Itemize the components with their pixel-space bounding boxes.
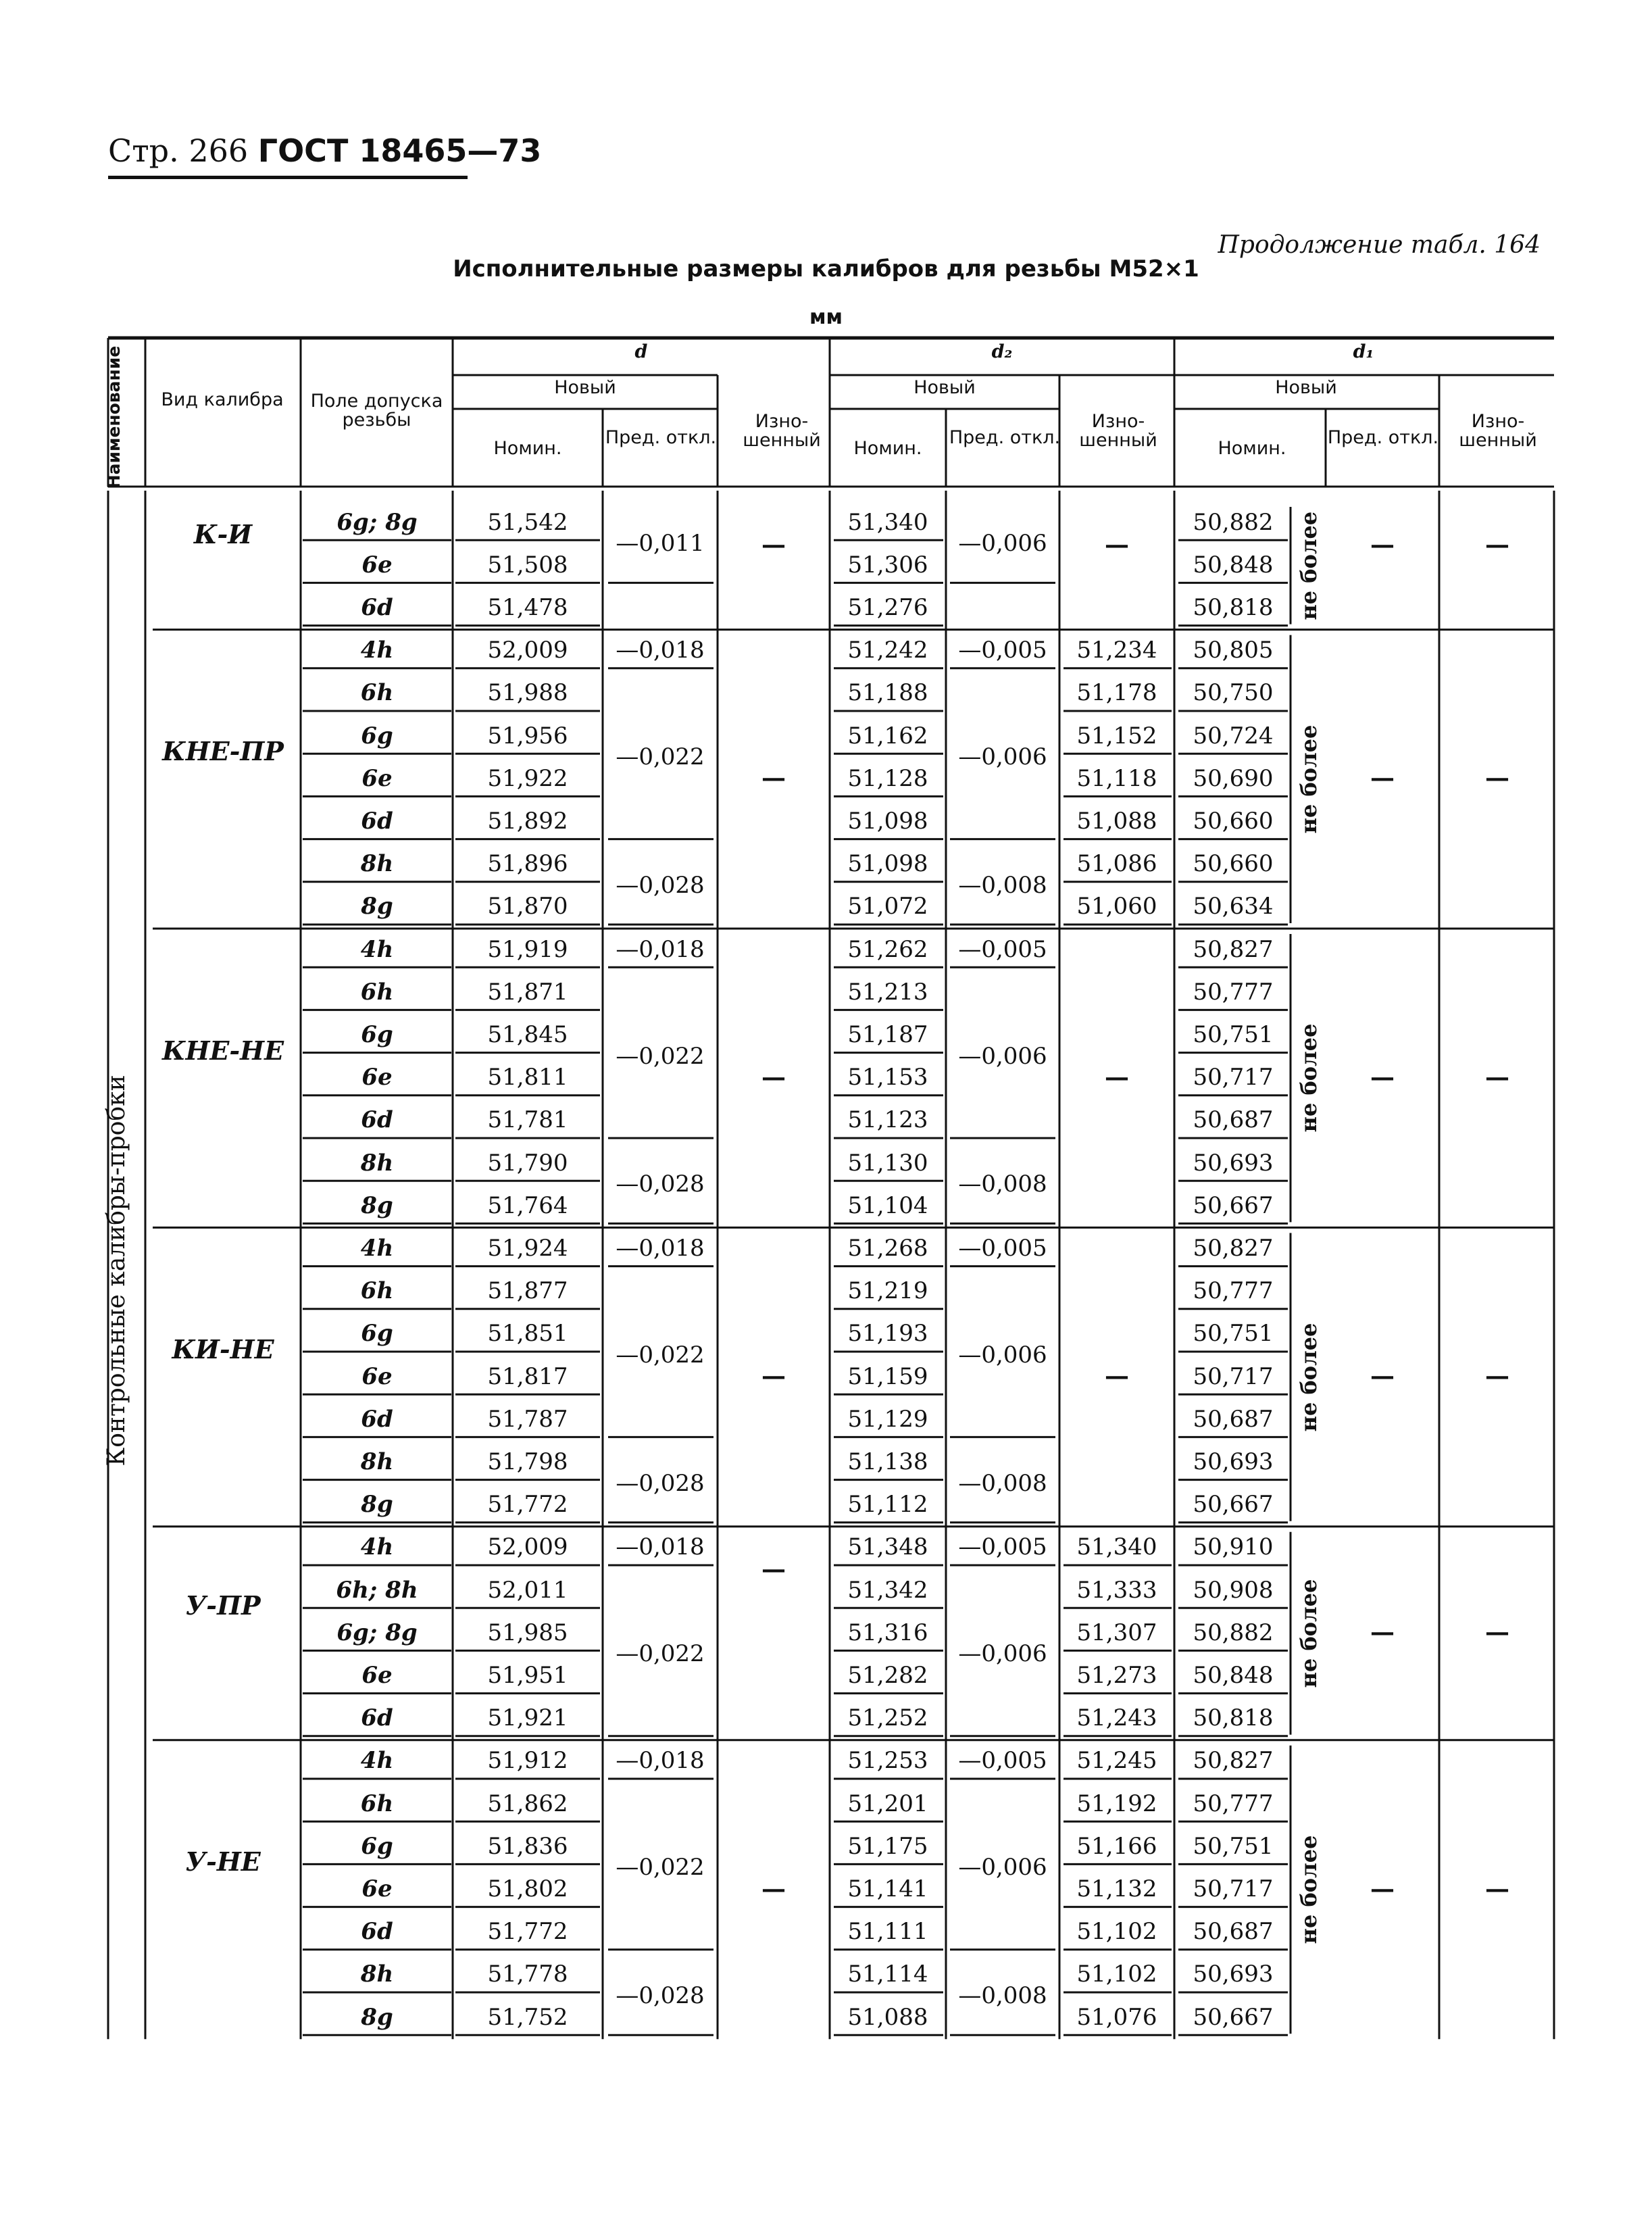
d1-nominal-cell: 50,660 <box>1193 850 1274 878</box>
d1-nominal-cell: 50,693 <box>1193 1448 1274 1475</box>
d1-nominal-cell: 50,667 <box>1193 1491 1274 1519</box>
name-column-header: Наименование <box>104 345 124 489</box>
d1-deviation-dash: — <box>1370 530 1395 559</box>
d-nominal-cell: 51,985 <box>487 1619 568 1646</box>
d1-header: d₁ <box>1353 341 1374 362</box>
d2-nominal-cell: 51,242 <box>847 637 928 664</box>
d1-nominal-cell: 50,751 <box>1193 1832 1274 1860</box>
d-nominal-cell: 51,896 <box>487 850 568 878</box>
d2-nominal-cell: 51,104 <box>847 1191 928 1219</box>
d2-header: d₂ <box>991 341 1013 362</box>
table-title: Исполнительные размеры калибров для резьбы M52×1 <box>453 255 1199 282</box>
d1-nominal-cell: 50,693 <box>1193 1961 1274 1988</box>
tolerance-field-cell: 6e <box>361 1064 393 1091</box>
tolerance-field-cell: 6h <box>360 978 394 1006</box>
continuation-note: Продолжение табл. 164 <box>1218 231 1541 259</box>
d1-nominal-cell: 50,687 <box>1193 1405 1274 1433</box>
d2-nominal-cell: 51,187 <box>847 1020 928 1048</box>
d1-deviation-dash: — <box>1370 764 1395 793</box>
d1-nominal-cell: 50,827 <box>1193 935 1274 963</box>
d-nominal-cell: 51,836 <box>487 1832 568 1860</box>
d1-nominal-cell: 50,818 <box>1193 1704 1274 1732</box>
d2-nominal-cell: 51,348 <box>847 1533 928 1561</box>
d-deviation-cell: —0,022 <box>616 1042 705 1070</box>
tolerance-field-cell: 6g <box>361 1832 393 1860</box>
tolerance-field-cell: 8g <box>361 1191 393 1219</box>
d1-nominal-cell: 50,827 <box>1193 1747 1274 1775</box>
d-nominal-cell: 51,764 <box>487 1191 568 1219</box>
gauge-name: К-И <box>193 519 253 550</box>
d2-nominal-header: Номин. <box>853 438 922 459</box>
d2-worn-dash: — <box>1105 1362 1129 1391</box>
d-nominal-cell: 51,845 <box>487 1020 568 1048</box>
d1-deviation-dash: — <box>1370 1874 1395 1903</box>
d2-deviation-cell: —0,008 <box>958 1469 1047 1497</box>
d1-new-header: Новый <box>1275 377 1337 398</box>
tolerance-field-cell: 6e <box>361 1362 393 1390</box>
d-nominal-cell: 51,508 <box>487 551 568 579</box>
tolerance-field-cell: 6g <box>361 722 393 749</box>
d-nominal-cell: 51,542 <box>487 508 568 536</box>
d2-deviation-cell: —0,006 <box>958 1854 1047 1881</box>
tolerance-field-cell: 8g <box>361 893 393 920</box>
d2-worn-header: Изно-шенный <box>1079 411 1157 451</box>
d-nominal-cell: 51,988 <box>487 679 568 707</box>
d-deviation-cell: —0,028 <box>616 1982 705 2009</box>
d-nominal-cell: 51,922 <box>487 764 568 792</box>
d1-nominal-cell: 50,667 <box>1193 1191 1274 1219</box>
d2-worn-cell: 51,243 <box>1076 1704 1157 1732</box>
d2-worn-cell: 51,076 <box>1076 2003 1157 2031</box>
d2-deviation-cell: —0,008 <box>958 1982 1047 2009</box>
d-worn-dash: — <box>761 1874 786 1903</box>
d-nominal-cell: 51,924 <box>487 1234 568 1262</box>
d2-worn-dash: — <box>1105 530 1129 559</box>
d1-deviation-dash: — <box>1370 1362 1395 1391</box>
tolerance-field-cell: 6e <box>361 551 393 579</box>
d2-worn-dash: — <box>1105 1062 1129 1091</box>
d1-nominal-cell: 50,848 <box>1193 1661 1274 1689</box>
d-deviation-cell: —0,011 <box>616 530 705 558</box>
d2-nominal-cell: 51,130 <box>847 1149 928 1177</box>
d2-deviation-cell: —0,008 <box>958 1171 1047 1198</box>
d2-worn-cell: 51,118 <box>1076 764 1157 792</box>
d2-nominal-cell: 51,129 <box>847 1405 928 1433</box>
d2-worn-cell: 51,086 <box>1076 850 1157 878</box>
d-nominal-cell: 51,892 <box>487 807 568 835</box>
not-more-label: не более <box>1296 1323 1322 1432</box>
d1-worn-dash: — <box>1485 1062 1509 1091</box>
d1-nominal-cell: 50,818 <box>1193 593 1274 621</box>
tolerance-field-cell: 6g; 8g <box>336 1619 418 1646</box>
d2-nominal-cell: 51,153 <box>847 1064 928 1091</box>
tolerance-field-cell: 6d <box>361 1106 393 1134</box>
d2-worn-cell: 51,307 <box>1076 1619 1157 1646</box>
tolerance-field-cell: 8g <box>361 1491 393 1519</box>
d1-worn-dash: — <box>1485 1362 1509 1391</box>
d2-nominal-cell: 51,111 <box>847 1918 928 1946</box>
d-nominal-cell: 51,787 <box>487 1405 568 1433</box>
d2-worn-cell: 51,273 <box>1076 1661 1157 1689</box>
gauge-name: КИ-НЕ <box>172 1334 274 1365</box>
d2-new-header: Новый <box>913 377 976 398</box>
d2-worn-cell: 51,102 <box>1076 1918 1157 1946</box>
tolerance-field-cell: 6e <box>361 1875 393 1902</box>
tolerance-field-cell: 6h; 8h <box>336 1576 418 1604</box>
d-deviation-cell: —0,018 <box>616 1747 705 1775</box>
d2-nominal-cell: 51,128 <box>847 764 928 792</box>
d-nominal-cell: 51,871 <box>487 978 568 1006</box>
d1-nominal-cell: 50,717 <box>1193 1875 1274 1902</box>
d-new-header: Новый <box>554 377 616 398</box>
d-nominal-cell: 52,009 <box>487 1533 568 1561</box>
d1-nominal-header: Номин. <box>1218 438 1286 459</box>
d-nominal-cell: 52,009 <box>487 637 568 664</box>
d2-nominal-cell: 51,175 <box>847 1832 928 1860</box>
d-nominal-cell: 51,772 <box>487 1918 568 1946</box>
d-deviation-cell: —0,022 <box>616 1341 705 1369</box>
d2-nominal-cell: 51,342 <box>847 1576 928 1604</box>
d-nominal-header: Номин. <box>493 438 562 459</box>
standard-code: ГОСТ 18465—73 <box>257 132 542 169</box>
tolerance-field-cell: 4h <box>360 935 394 963</box>
d1-nominal-cell: 50,751 <box>1193 1320 1274 1348</box>
tolerance-field-cell: 4h <box>360 1234 394 1262</box>
d2-worn-cell: 51,178 <box>1076 679 1157 707</box>
d1-worn-header: Изно-шенный <box>1459 411 1537 451</box>
d2-nominal-cell: 51,114 <box>847 1961 928 1988</box>
d-worn-dash: — <box>761 1062 786 1091</box>
d-nominal-cell: 51,951 <box>487 1661 568 1689</box>
d1-nominal-cell: 50,660 <box>1193 807 1274 835</box>
d1-nominal-cell: 50,777 <box>1193 1790 1274 1817</box>
d2-worn-cell: 51,333 <box>1076 1576 1157 1604</box>
d1-nominal-cell: 50,805 <box>1193 637 1274 664</box>
d2-worn-cell: 51,234 <box>1076 637 1157 664</box>
d1-nominal-cell: 50,687 <box>1193 1918 1274 1946</box>
d2-deviation-cell: —0,006 <box>958 743 1047 771</box>
d1-nominal-cell: 50,908 <box>1193 1576 1274 1604</box>
tolerance-field-cell: 6h <box>360 679 394 707</box>
d1-worn-dash: — <box>1485 1618 1509 1647</box>
d2-nominal-cell: 51,138 <box>847 1448 928 1475</box>
d-deviation-cell: —0,018 <box>616 1234 705 1262</box>
d-nominal-cell: 51,790 <box>487 1149 568 1177</box>
d2-deviation-cell: —0,006 <box>958 530 1047 558</box>
tolerance-field-cell: 6g; 8g <box>336 508 418 536</box>
d2-nominal-cell: 51,123 <box>847 1106 928 1134</box>
tolerance-field-cell: 6d <box>361 593 393 621</box>
d2-deviation-cell: —0,005 <box>958 1533 1047 1561</box>
d2-nominal-cell: 51,252 <box>847 1704 928 1732</box>
not-more-label: не более <box>1296 724 1322 834</box>
not-more-label: не более <box>1296 511 1322 620</box>
d2-nominal-cell: 51,193 <box>847 1320 928 1348</box>
tolerance-field-cell: 6h <box>360 1277 394 1305</box>
tolerance-field-cell: 4h <box>360 1533 394 1561</box>
d1-nominal-cell: 50,717 <box>1193 1064 1274 1091</box>
d-deviation-cell: —0,022 <box>616 1640 705 1668</box>
not-more-label: не более <box>1296 1023 1322 1133</box>
d2-nominal-cell: 51,282 <box>847 1661 928 1689</box>
d1-nominal-cell: 50,751 <box>1193 1020 1274 1048</box>
d-nominal-cell: 51,752 <box>487 2003 568 2031</box>
d-nominal-cell: 51,772 <box>487 1491 568 1519</box>
d2-nominal-cell: 51,159 <box>847 1362 928 1390</box>
d2-nominal-cell: 51,098 <box>847 850 928 878</box>
d2-deviation-cell: —0,005 <box>958 1747 1047 1775</box>
d-nominal-cell: 51,851 <box>487 1320 568 1348</box>
tolerance-field-cell: 8h <box>360 1149 394 1177</box>
d2-nominal-cell: 51,112 <box>847 1491 928 1519</box>
d1-nominal-cell: 50,724 <box>1193 722 1274 749</box>
d2-nominal-cell: 51,253 <box>847 1747 928 1775</box>
d2-nominal-cell: 51,306 <box>847 551 928 579</box>
not-more-label: не более <box>1296 1835 1322 1944</box>
d-nominal-cell: 51,870 <box>487 893 568 920</box>
d-deviation-cell: —0,022 <box>616 1854 705 1881</box>
d-worn-dash: — <box>761 1555 786 1584</box>
d1-nominal-cell: 50,690 <box>1193 764 1274 792</box>
d2-worn-cell: 51,192 <box>1076 1790 1157 1817</box>
d2-deviation-cell: —0,005 <box>958 935 1047 963</box>
d2-nominal-cell: 51,262 <box>847 935 928 963</box>
page-number: Стр. 266 <box>108 132 249 169</box>
d-worn-dash: — <box>761 764 786 793</box>
d-nominal-cell: 51,817 <box>487 1362 568 1390</box>
d2-worn-cell: 51,132 <box>1076 1875 1157 1902</box>
d-deviation-cell: —0,018 <box>616 1533 705 1561</box>
d-deviation-header: Пред. откл. <box>605 427 717 448</box>
tolerance-field-cell: 6g <box>361 1020 393 1048</box>
d2-worn-cell: 51,088 <box>1076 807 1157 835</box>
d-nominal-cell: 51,919 <box>487 935 568 963</box>
d1-nominal-cell: 50,848 <box>1193 551 1274 579</box>
d-deviation-cell: —0,018 <box>616 935 705 963</box>
d2-nominal-cell: 51,276 <box>847 593 928 621</box>
gauge-name: У-НЕ <box>185 1846 261 1877</box>
d2-nominal-cell: 51,219 <box>847 1277 928 1305</box>
d2-worn-cell: 51,340 <box>1076 1533 1157 1561</box>
gauge-type-header: Вид калибра <box>161 389 284 410</box>
tolerance-field-cell: 6e <box>361 1661 393 1689</box>
d-nominal-cell: 51,802 <box>487 1875 568 1902</box>
d1-nominal-cell: 50,693 <box>1193 1149 1274 1177</box>
d1-nominal-cell: 50,777 <box>1193 978 1274 1006</box>
d1-nominal-cell: 50,667 <box>1193 2003 1274 2031</box>
d-nominal-cell: 51,781 <box>487 1106 568 1134</box>
d2-nominal-cell: 51,201 <box>847 1790 928 1817</box>
d-nominal-cell: 51,912 <box>487 1747 568 1775</box>
d-nominal-cell: 51,778 <box>487 1961 568 1988</box>
d-deviation-cell: —0,028 <box>616 1469 705 1497</box>
d1-nominal-cell: 50,750 <box>1193 679 1274 707</box>
tolerance-field-cell: 6e <box>361 764 393 792</box>
d1-nominal-cell: 50,717 <box>1193 1362 1274 1390</box>
d2-nominal-cell: 51,316 <box>847 1619 928 1646</box>
d2-nominal-cell: 51,340 <box>847 508 928 536</box>
d1-nominal-cell: 50,777 <box>1193 1277 1274 1305</box>
tolerance-field-cell: 6d <box>361 1918 393 1946</box>
tolerance-field-header: Поле допуска резьбы <box>310 391 443 431</box>
d1-nominal-cell: 50,687 <box>1193 1106 1274 1134</box>
unit-label: мм <box>809 305 843 329</box>
d2-deviation-cell: —0,006 <box>958 1042 1047 1070</box>
d1-worn-dash: — <box>1485 530 1509 559</box>
d2-deviation-cell: —0,006 <box>958 1341 1047 1369</box>
d2-nominal-cell: 51,213 <box>847 978 928 1006</box>
tolerance-field-cell: 8h <box>360 850 394 878</box>
tolerance-field-cell: 6g <box>361 1320 393 1348</box>
d1-deviation-dash: — <box>1370 1062 1395 1091</box>
d2-worn-cell: 51,166 <box>1076 1832 1157 1860</box>
d1-nominal-cell: 50,827 <box>1193 1234 1274 1262</box>
tolerance-field-cell: 6d <box>361 1704 393 1732</box>
d-worn-dash: — <box>761 1362 786 1391</box>
category-label: Контрольные калибры-пробки <box>103 1075 130 1467</box>
d-deviation-cell: —0,028 <box>616 1171 705 1198</box>
d2-nominal-cell: 51,072 <box>847 893 928 920</box>
d2-deviation-cell: —0,006 <box>958 1640 1047 1668</box>
d-nominal-cell: 52,011 <box>487 1576 568 1604</box>
tolerance-field-cell: 6h <box>360 1790 394 1817</box>
d2-worn-cell: 51,245 <box>1076 1747 1157 1775</box>
tolerance-field-cell: 4h <box>360 637 394 664</box>
d-nominal-cell: 51,877 <box>487 1277 568 1305</box>
gauge-name: КНЕ-НЕ <box>161 1035 284 1066</box>
d2-deviation-cell: —0,005 <box>958 1234 1047 1262</box>
d2-deviation-cell: —0,008 <box>958 871 1047 899</box>
d1-nominal-cell: 50,634 <box>1193 893 1274 920</box>
d-nominal-cell: 51,956 <box>487 722 568 749</box>
d-header: d <box>634 341 648 362</box>
d2-worn-cell: 51,152 <box>1076 722 1157 749</box>
d-deviation-cell: —0,028 <box>616 871 705 899</box>
d-nominal-cell: 51,862 <box>487 1790 568 1817</box>
d2-nominal-cell: 51,098 <box>847 807 928 835</box>
d2-worn-cell: 51,060 <box>1076 893 1157 920</box>
d1-worn-dash: — <box>1485 1874 1509 1903</box>
d2-nominal-cell: 51,141 <box>847 1875 928 1902</box>
d-deviation-cell: —0,022 <box>616 743 705 771</box>
d1-nominal-cell: 50,882 <box>1193 1619 1274 1646</box>
d2-deviation-header: Пред. откл. <box>949 427 1061 448</box>
d2-nominal-cell: 51,088 <box>847 2003 928 2031</box>
not-more-label: не более <box>1296 1579 1322 1688</box>
tolerance-field-cell: 8g <box>361 2003 393 2031</box>
d-nominal-cell: 51,921 <box>487 1704 568 1732</box>
d-worn-dash: — <box>761 530 786 559</box>
gauge-name: КНЕ-ПР <box>162 736 284 767</box>
d2-nominal-cell: 51,188 <box>847 679 928 707</box>
d2-deviation-cell: —0,005 <box>958 637 1047 664</box>
tolerance-field-cell: 8h <box>360 1448 394 1475</box>
tolerance-field-cell: 8h <box>360 1961 394 1988</box>
d2-nominal-cell: 51,162 <box>847 722 928 749</box>
tolerance-field-cell: 4h <box>360 1747 394 1775</box>
d-nominal-cell: 51,811 <box>487 1064 568 1091</box>
d1-nominal-cell: 50,882 <box>1193 508 1274 536</box>
d-nominal-cell: 51,798 <box>487 1448 568 1475</box>
d1-nominal-cell: 50,910 <box>1193 1533 1274 1561</box>
d-deviation-cell: —0,018 <box>616 637 705 664</box>
d1-worn-dash: — <box>1485 764 1509 793</box>
gauge-name: У-ПР <box>185 1590 261 1621</box>
d-worn-header: Изно-шенный <box>743 411 821 451</box>
tolerance-field-cell: 6d <box>361 1405 393 1433</box>
d2-worn-cell: 51,102 <box>1076 1961 1157 1988</box>
d-nominal-cell: 51,478 <box>487 593 568 621</box>
tolerance-field-cell: 6d <box>361 807 393 835</box>
d1-deviation-dash: — <box>1370 1618 1395 1647</box>
d2-nominal-cell: 51,268 <box>847 1234 928 1262</box>
d1-deviation-header: Пред. откл. <box>1327 427 1439 448</box>
